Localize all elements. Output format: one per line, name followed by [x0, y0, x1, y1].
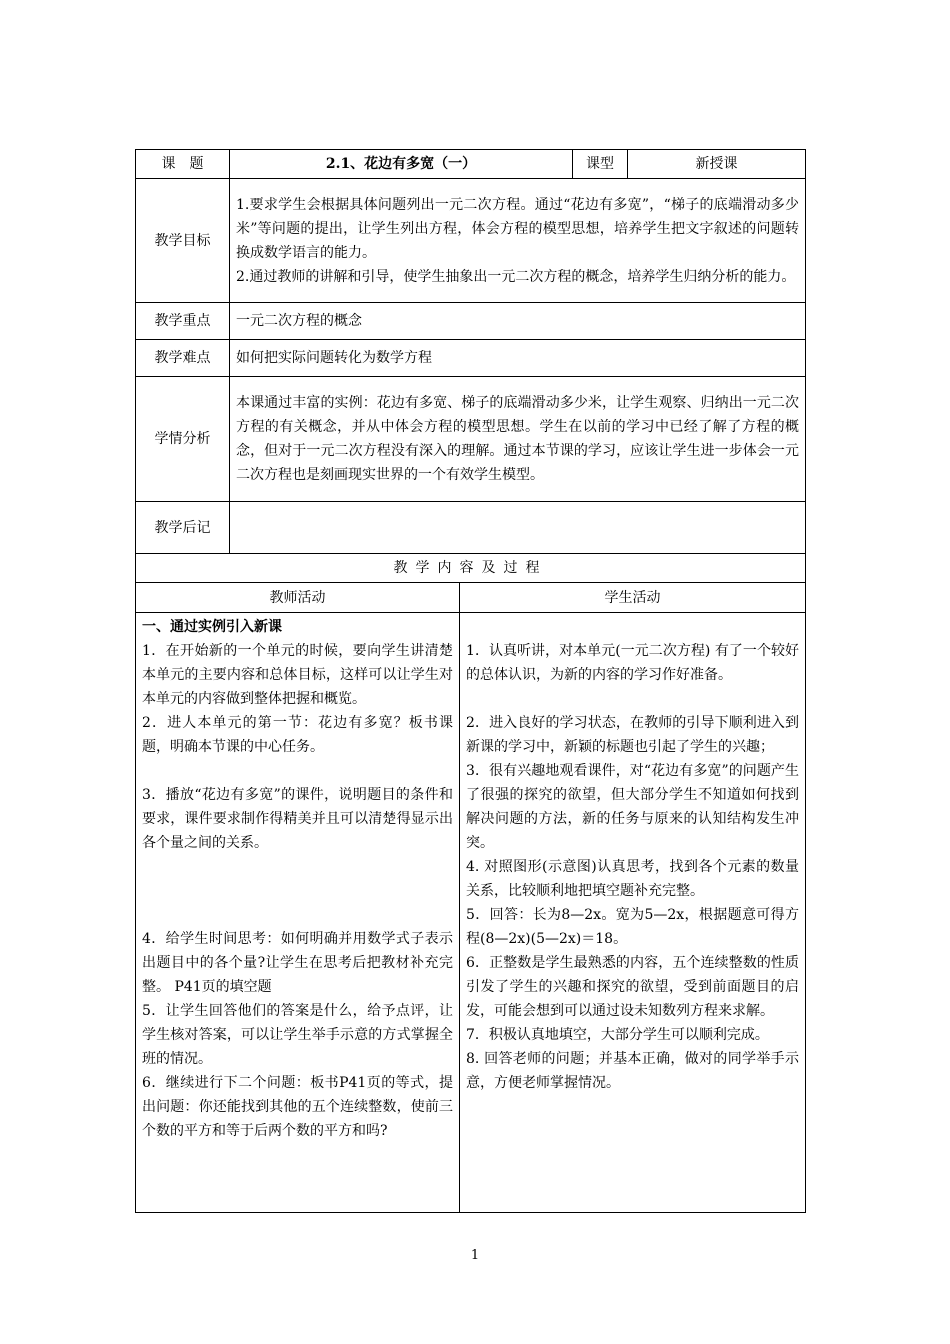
student-step: 7．积极认真地填空，大部分学生可以顺利完成。 [466, 1027, 769, 1043]
teacher-step: 3．播放“花边有多宽”的课件，说明题目的条件和要求，课件要求制作得精美并且可以清楚得显示出各个量之间的关系。 [142, 787, 453, 851]
teacher-step: 5．让学生回答他们的答案是什么，给予点评，让学生核对答案，可以让学生举手示意的方式掌握全班的情况。 [142, 1003, 453, 1067]
process-heading-row [136, 554, 806, 583]
goals-label: 教学目标 [136, 179, 230, 303]
analysis-row [136, 377, 806, 502]
goal-item: 2.通过教师的讲解和引导，使学生抽象出一元二次方程的概念，培养学生归纳分析的能力。 [236, 268, 796, 285]
student-header: 学生活动 [460, 583, 806, 613]
header-row [136, 150, 806, 179]
teacher-step: 1．在开始新的一个单元的时候，要向学生讲清楚本单元的主要内容和总体目标，这样可以让学生对本单元的内容做到整体把握和概览。 [142, 643, 453, 707]
focus-value: 一元二次方程的概念 [230, 303, 806, 340]
teacher-step: 6．继续进行下二个问题：板书P41页的等式，提出问题：你还能找到其他的五个连续整数，使前三个数的平方和等于后两个数的平方和吗? [142, 1075, 453, 1139]
student-step: 3．很有兴趣地观看课件，对“花边有多宽”的问题产生了很强的探究的欲望，但大部分学生不知道如何找到解决问题的方法，新的任务与原来的认知结构发生冲突。 [466, 763, 800, 851]
analysis-text: 本课通过丰富的实例：花边有多宽、梯子的底端滑动多少米，让学生观察、归纳出一元二次方程的有关概念，并从中体会方程的模型思想。学生在以前的学习中已经了解了方程的概念，但对于一元二次方程没有深入的理解。通过本节课的学习，应该让学生进一步体会一元二次方程也是刻画现实世界的一个有效学生模型。 [236, 395, 800, 483]
type-label: 课型 [573, 150, 628, 179]
lesson-plan-table [135, 149, 806, 1213]
student-step: 1．认真听讲，对本单元(一元二次方程) 有了一个较好的总体认识，为新的内容的学习作好准备。 [466, 643, 800, 683]
notes-value [230, 502, 806, 554]
student-step: 4. 对照图形(示意图)认真思考，找到各个元素的数量关系，比较顺利地把填空题补充完整。 [466, 859, 800, 899]
notes-row [136, 502, 806, 554]
lesson-label: 课 题 [136, 150, 230, 179]
student-step: 2．进入良好的学习状态，在教师的引导下顺利进入到新课的学习中，新颖的标题也引起了学生的兴趣； [466, 715, 800, 755]
teacher-step: 2．进人本单元的第一节：花边有多宽？板书课题，明确本节课的中心任务。 [142, 715, 453, 755]
page-number: 1 [470, 1248, 480, 1263]
teacher-header: 教师活动 [136, 583, 460, 613]
type-value: 新授课 [628, 150, 806, 179]
goals-cell [230, 179, 806, 303]
analysis-label: 学情分析 [136, 377, 230, 502]
goal-item: 1.要求学生会根据具体问题列出一元二次方程。通过“花边有多宽”，“梯子的底端滑动多少米”等问题的提出，让学生列出方程，体会方程的模型思想，培养学生把文字叙述的问题转换成数学语言的能力。 [236, 196, 800, 261]
student-step: 8. 回答老师的问题；并基本正确，做对的同学举手示意，方便老师掌握情况。 [466, 1051, 800, 1091]
teacher-activities [136, 613, 460, 1213]
difficulty-value: 如何把实际问题转化为数学方程 [230, 340, 806, 377]
process-heading: 教学内容及过程 [136, 554, 806, 583]
student-step: 5．回答：长为8—2x。宽为5—2x，根据题意可得方程(8—2x)(5—2x)＝18。 [466, 907, 800, 947]
notes-label: 教学后记 [136, 502, 230, 554]
lesson-title: 2.1、花边有多宽（一） [230, 150, 573, 179]
focus-row [136, 303, 806, 340]
focus-label: 教学重点 [136, 303, 230, 340]
activity-content-row [136, 613, 806, 1213]
activity-header-row [136, 583, 806, 613]
difficulty-row [136, 340, 806, 377]
student-step: 6．正整数是学生最熟悉的内容，五个连续整数的性质引发了学生的兴趣和探究的欲望，受到前面题目的启发，可能会想到可以通过设未知数列方程来求解。 [466, 955, 800, 1019]
student-activities [460, 613, 806, 1213]
difficulty-label: 教学难点 [136, 340, 230, 377]
teacher-step: 4．给学生时间思考：如何明确并用数学式子表示出题目中的各个量?让学生在思考后把教材补充完整。 P41页的填空题 [142, 931, 453, 995]
section-title: 一、通过实例引入新课 [142, 619, 282, 635]
analysis-value [230, 377, 806, 502]
goals-row [136, 179, 806, 303]
